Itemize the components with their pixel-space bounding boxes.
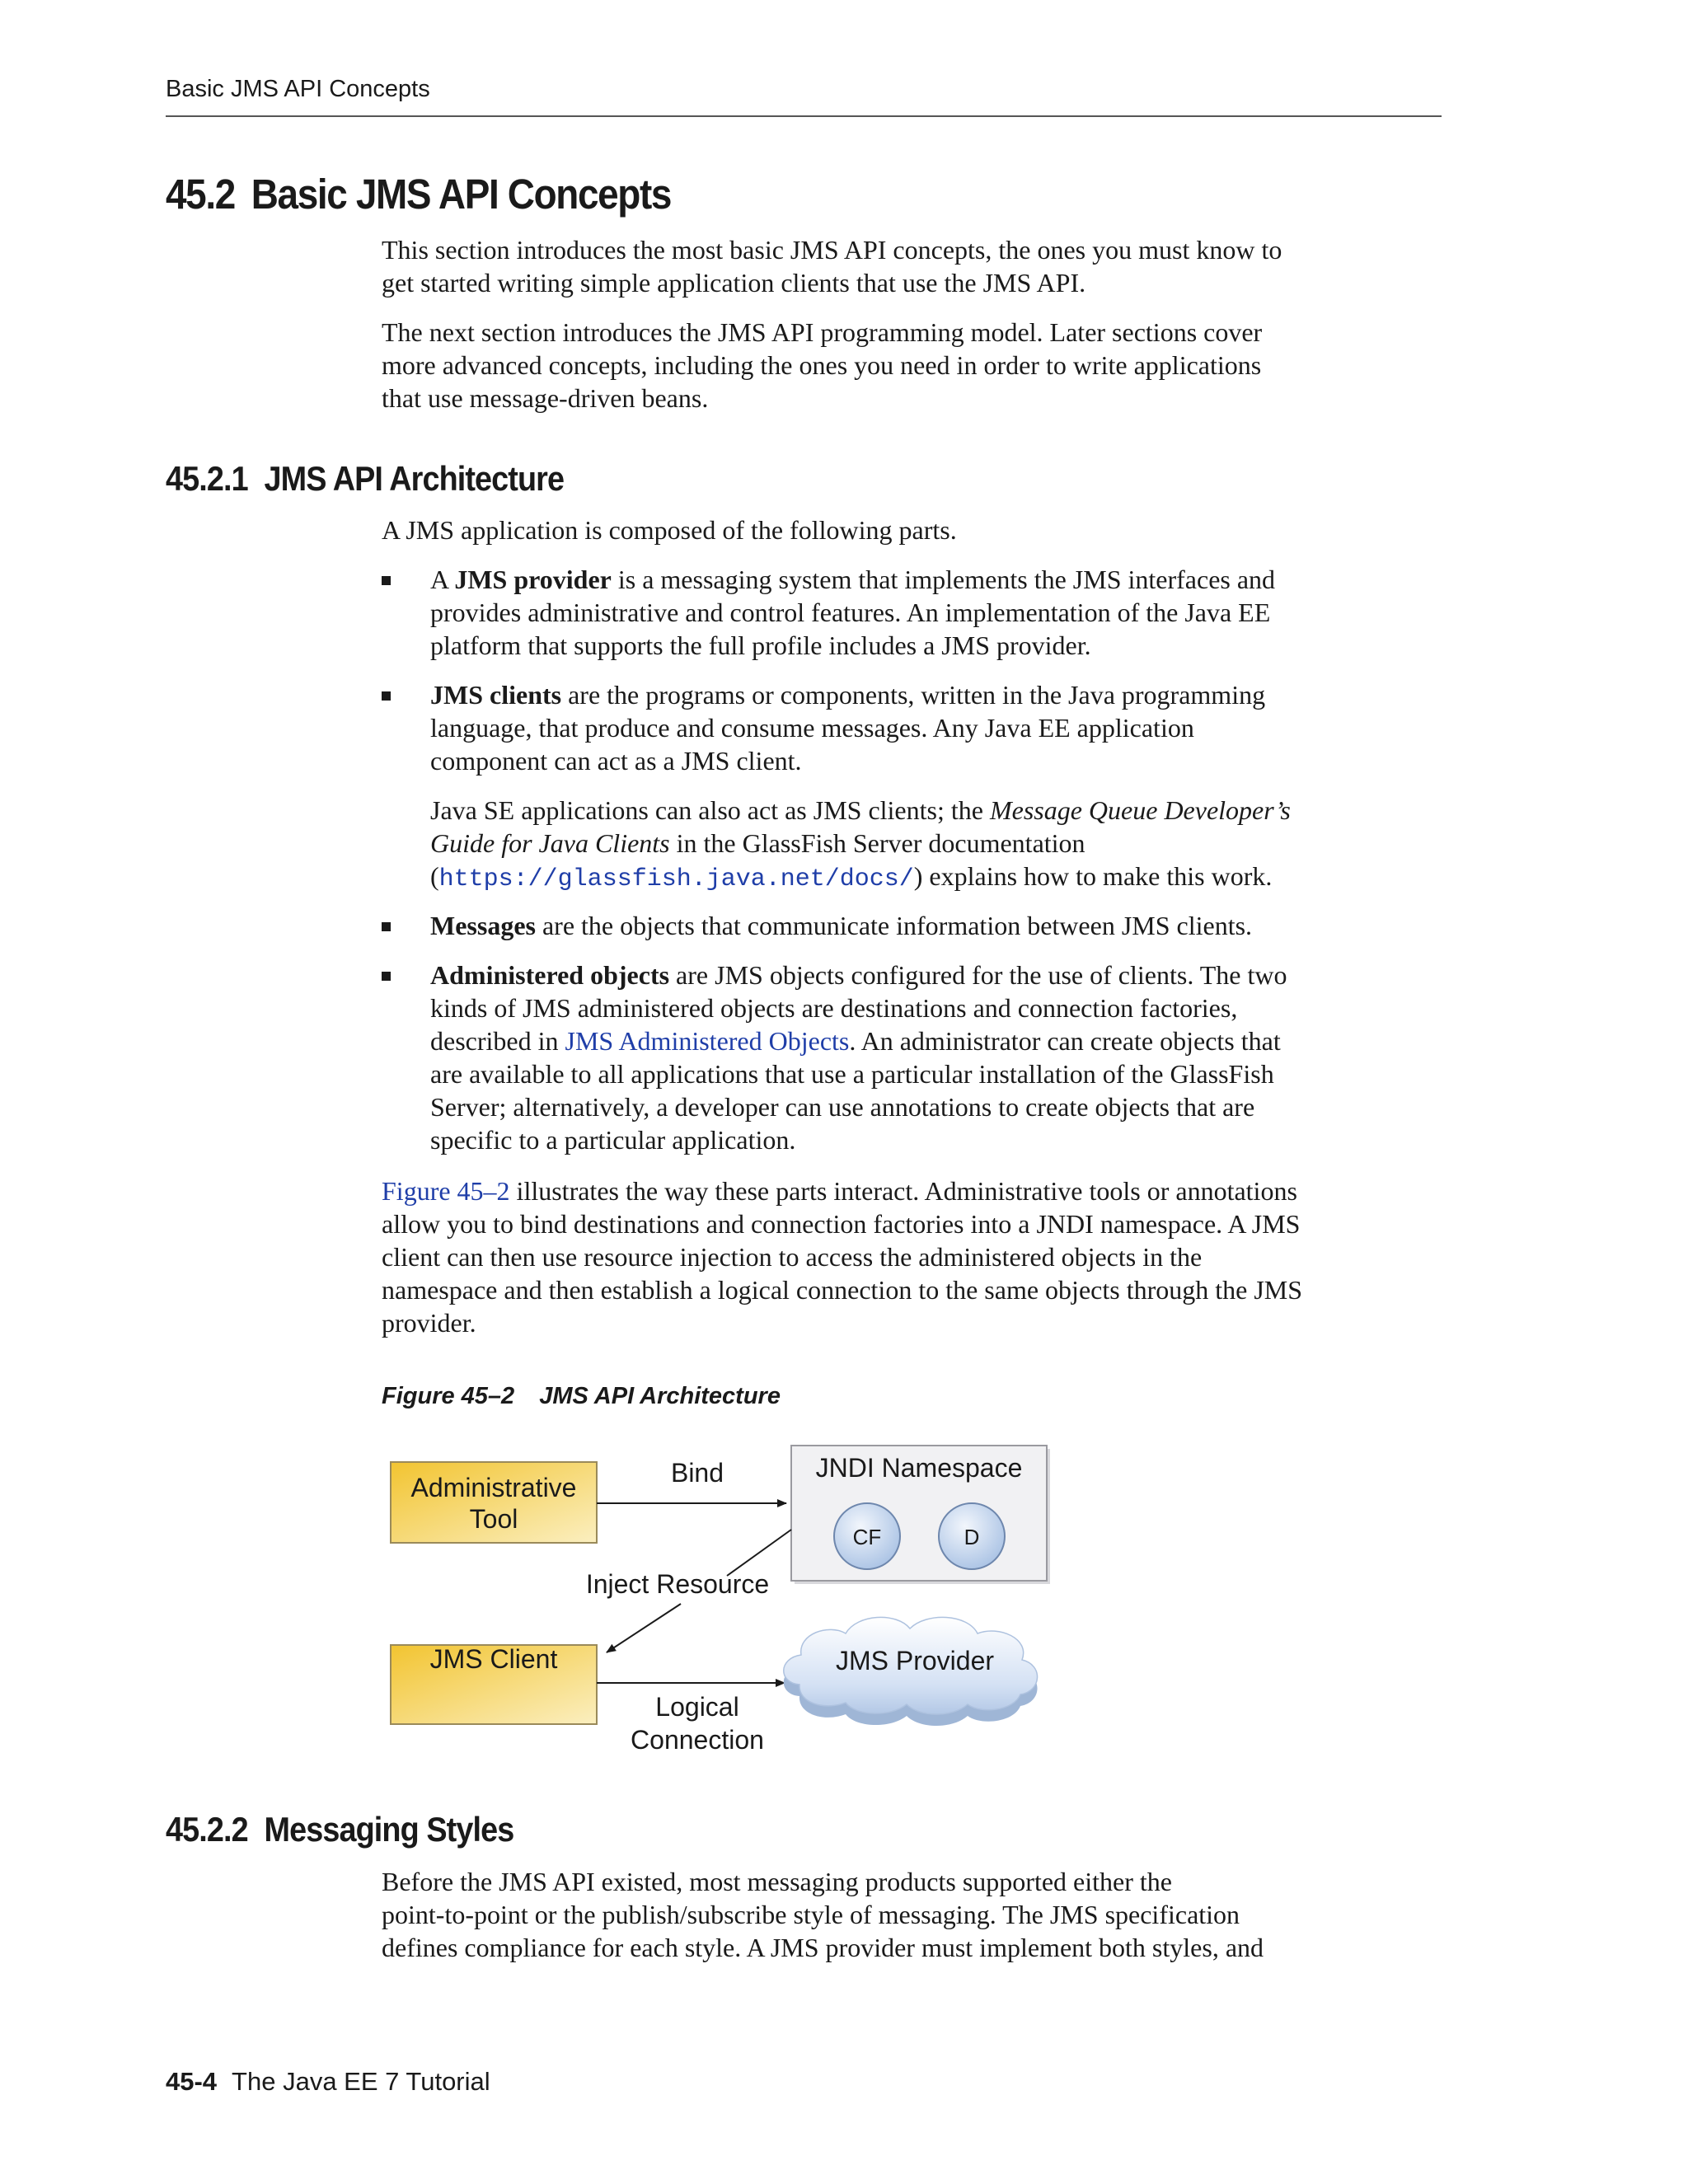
- jms-client-label: JMS Client: [429, 1644, 558, 1674]
- jms-client-box: [391, 1644, 597, 1724]
- book-title: The Java EE 7 Tutorial: [232, 2067, 490, 2096]
- inject-resource-label: Inject Resource: [585, 1569, 770, 1599]
- java-se-note: Java SE applications can also act as JMS clients; the Message Queue Developer’s Guide for Java Clients in the GlassFish Server documentation (https://glassfish.java.net/docs/) explains how to make this work.: [430, 795, 1291, 893]
- intro-paragraph-2: The next section introduces the JMS API programming model. Later sections cover more advanced concepts, including the ones you need in order to write applications that use message-driven beans.: [382, 317, 1263, 413]
- figure-caption: [382, 1383, 781, 1410]
- term-jms-clients: JMS clients: [430, 680, 562, 710]
- bind-label: Bind: [670, 1458, 724, 1488]
- administrative-tool-label-2: Tool: [469, 1504, 518, 1534]
- jndi-namespace-label: JNDI Namespace: [815, 1453, 1023, 1483]
- messaging-styles-paragraph: Before the JMS API existed, most messaging products supported either the point-to-point or the publish/subscribe style of messaging. The JMS specification defines compliance for each style. A JMS provider must implement both styles, and: [382, 1867, 1264, 1962]
- running-head: Basic JMS API Concepts: [166, 76, 430, 102]
- cf-label: CF: [852, 1525, 882, 1549]
- inject-resource-arrow: [607, 1604, 681, 1652]
- logical-connection-label-2: Connection: [631, 1725, 764, 1755]
- jms-architecture-diagram: [379, 1434, 1071, 1764]
- list-item-jms-provider: A JMS provider is a messaging system that implements the JMS interfaces and provides administrative and control features. An implementation of the Java EE platform that supports the full profile includes a JMS provider.: [382, 563, 1445, 662]
- term-administered-objects: Administered objects: [430, 960, 670, 990]
- bullet-marker: [382, 972, 391, 981]
- architecture-closing-paragraph: Figure 45–2 illustrates the way these parts interact. Administrative tools or annotations allow you to bind destinations and connection factories into a JNDI namespace. A JMS client can then use resource injection to access the administered objects in the namespace and then establish a logical connection to the same objects through the JMS provider.: [382, 1176, 1303, 1338]
- figure-45-2-link[interactable]: Figure 45–2: [382, 1176, 510, 1206]
- page-footer: [166, 2067, 490, 2097]
- bullet-marker: [382, 922, 391, 931]
- bullet-marker: [382, 691, 391, 701]
- logical-connection-label-1: Logical: [655, 1692, 739, 1722]
- section-title: Basic JMS API Concepts: [251, 171, 672, 218]
- subsection-heading-messaging-styles: 45.2.2 Messaging Styles: [166, 1810, 514, 1849]
- administrative-tool-box: [391, 1462, 597, 1543]
- header-rule: [166, 115, 1442, 117]
- bullet-marker: [382, 576, 391, 585]
- figure-label: Figure 45–2: [382, 1383, 515, 1409]
- section-number: 45.2: [166, 171, 235, 218]
- list-item-administered-objects: Administered objects are JMS objects configured for the use of clients. The two kinds of JMS administered objects are destinations and connection factories, described in JMS Administered Objects. An administrator can create objects that are available to all applications that use a particular installation of the GlassFish Server; alternatively, a developer can use annotations to create objects that are specific to a particular application.: [382, 958, 1445, 1156]
- subsection-heading-architecture: 45.2.1 JMS API Architecture: [166, 459, 565, 498]
- term-jms-provider: JMS provider: [454, 565, 612, 594]
- figure-title: JMS API Architecture: [539, 1383, 781, 1409]
- jms-provider-label: JMS Provider: [835, 1646, 995, 1675]
- glassfish-docs-link[interactable]: https://glassfish.java.net/docs/: [438, 865, 914, 893]
- list-item-messages: Messages are the objects that communicate information between JMS clients.: [382, 909, 1445, 942]
- term-messages: Messages: [430, 911, 536, 940]
- architecture-intro: A JMS application is composed of the following parts.: [382, 515, 957, 545]
- jms-administered-objects-link[interactable]: JMS Administered Objects: [565, 1026, 850, 1056]
- list-item-jms-clients: JMS clients are the programs or components, written in the Java programming language, that produce and consume messages. Any Java EE application component can act as a JMS client.: [382, 678, 1445, 777]
- page-number: 45-4: [166, 2067, 218, 2096]
- administrative-tool-label-1: Administrative: [410, 1473, 577, 1502]
- intro-paragraph-1: This section introduces the most basic JMS API concepts, the ones you must know to get started writing simple application clients that use the JMS API.: [382, 235, 1282, 298]
- d-label: D: [964, 1525, 980, 1549]
- section-heading: [166, 170, 671, 218]
- jms-provider-cloud: [784, 1617, 1038, 1726]
- jndi-namespace-box: [791, 1446, 1050, 1584]
